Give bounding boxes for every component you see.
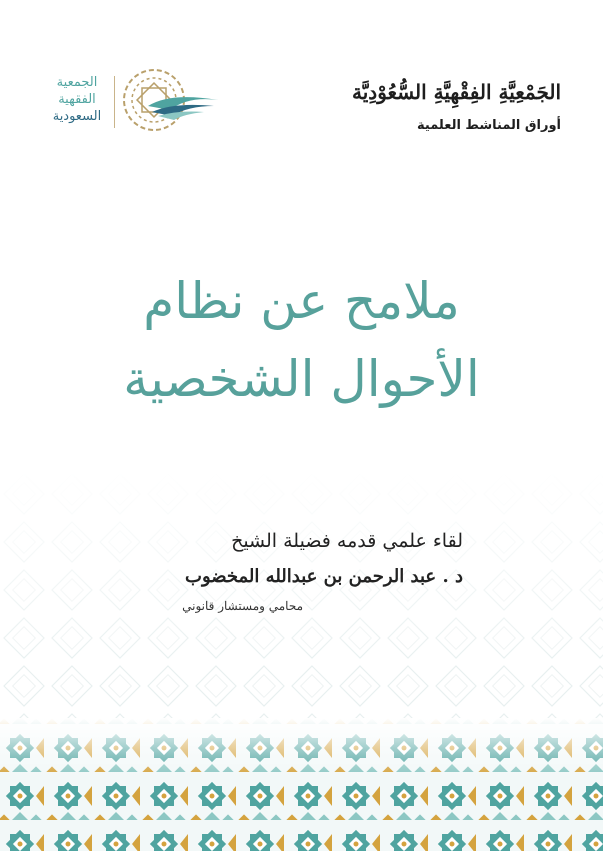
speaker-name: د . عبد الرحمن بن عبدالله المخضوب [185, 566, 463, 587]
logo-divider [114, 76, 115, 128]
organization-name: الجَمْعِيَّةِ الفِقْهِيَّةِ السُّعُوْدِيَّة [352, 80, 561, 104]
speaker-role: محامي ومستشار قانوني [182, 599, 303, 613]
series-name: أوراق المناشط العلمية [417, 118, 561, 133]
title-line-2: الأحوال الشخصية [123, 350, 480, 408]
logo-line-2: الفقهية [58, 92, 96, 107]
logo-wordmark [44, 74, 110, 125]
open-book-icon [148, 97, 218, 120]
logo-line-3: السعودية [52, 109, 102, 124]
speaker-intro: لقاء علمي قدمه فضيلة الشيخ [231, 530, 463, 552]
geometric-pattern [0, 718, 603, 851]
header-block [301, 80, 561, 133]
organization-logo [44, 62, 224, 138]
logo-line-1: الجمعية [56, 75, 98, 90]
title-line-1: ملامح عن نظام [143, 272, 460, 330]
speaker-block [103, 530, 463, 613]
document-title [60, 262, 543, 418]
